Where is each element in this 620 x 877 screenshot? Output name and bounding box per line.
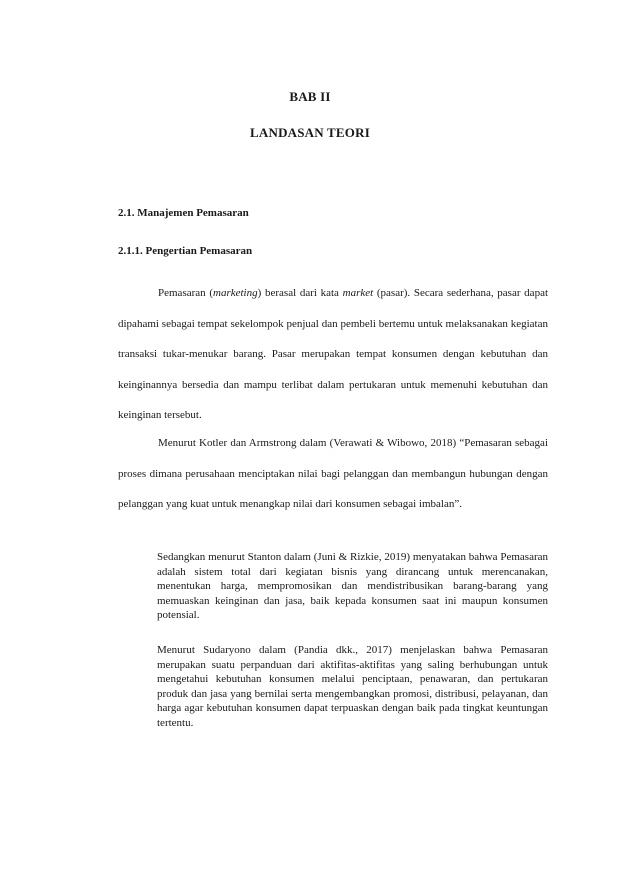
chapter-number: BAB II xyxy=(289,89,331,104)
paragraph-rest: (pasar). Secara sederhana, pasar dapat dipahami sebagai tempat sekelompok penjual dan pembeli bertemu untuk melaksanakan kegiatan transaksi tukar-menukar barang. Pasar merupakan tempat konsumen dengan kebutuhan dan keinginannya bersedia dan mampu terlibat dalam pertukaran untuk memenuhi kebutuhan dan keinginan tersebut. xyxy=(118,287,549,421)
paragraph-kotler-text: Menurut Kotler dan Armstrong dalam (Verawati & Wibowo, 2018) “Pemasaran sebagai proses dimana perusahaan menciptakan nilai bagi pelanggan dan membangun hubungan dengan pelanggan yang kuat untuk menangkap nilai dari konsumen sebagai imbalan”. xyxy=(118,437,548,510)
chapter-title: LANDASAN TEORI xyxy=(250,125,370,140)
paragraph-lead: Pemasaran ( xyxy=(158,287,214,299)
paragraph-mid: ) berasal dari kata xyxy=(257,287,343,299)
section-heading: 2.1. Manajemen Pemasaran xyxy=(118,207,249,219)
italic-term-marketing: marketing xyxy=(213,287,258,299)
paragraph-kotler xyxy=(118,428,548,520)
italic-term-market: market xyxy=(342,287,374,299)
block-quote-stanton: Sedangkan menurut Stanton dalam (Juni & Rizkie, 2019) menyatakan bahwa Pemasaran adalah sistem total dari kegiatan bisnis yang dirancang untuk merencanakan, menentukan harga, mempromosikan dan mendistribusikan barang-barang yang memuaskan keinginan dan jasa, baik kepada konsumen saat ini maupun konsumen potensial. xyxy=(157,551,548,621)
paragraph-definition xyxy=(118,278,548,431)
block-quote-sudaryono: Menurut Sudaryono dalam (Pandia dkk., 2017) menjelaskan bahwa Pemasaran merupakan suatu perpanduan dari aktifitas-aktifitas yang saling berhubungan untuk mengetahui kebutuhan konsumen melalui penciptaan, penawaran, dan pertukaran produk dan jasa yang bernilai serta mengembangkan promosi, distribusi, pelayanan, dan harga agar kebutuhan konsumen dapat terpuaskan dengan baik pada tingkat keuntungan tertentu. xyxy=(157,644,548,729)
subsection-heading: 2.1.1. Pengertian Pemasaran xyxy=(118,245,253,257)
